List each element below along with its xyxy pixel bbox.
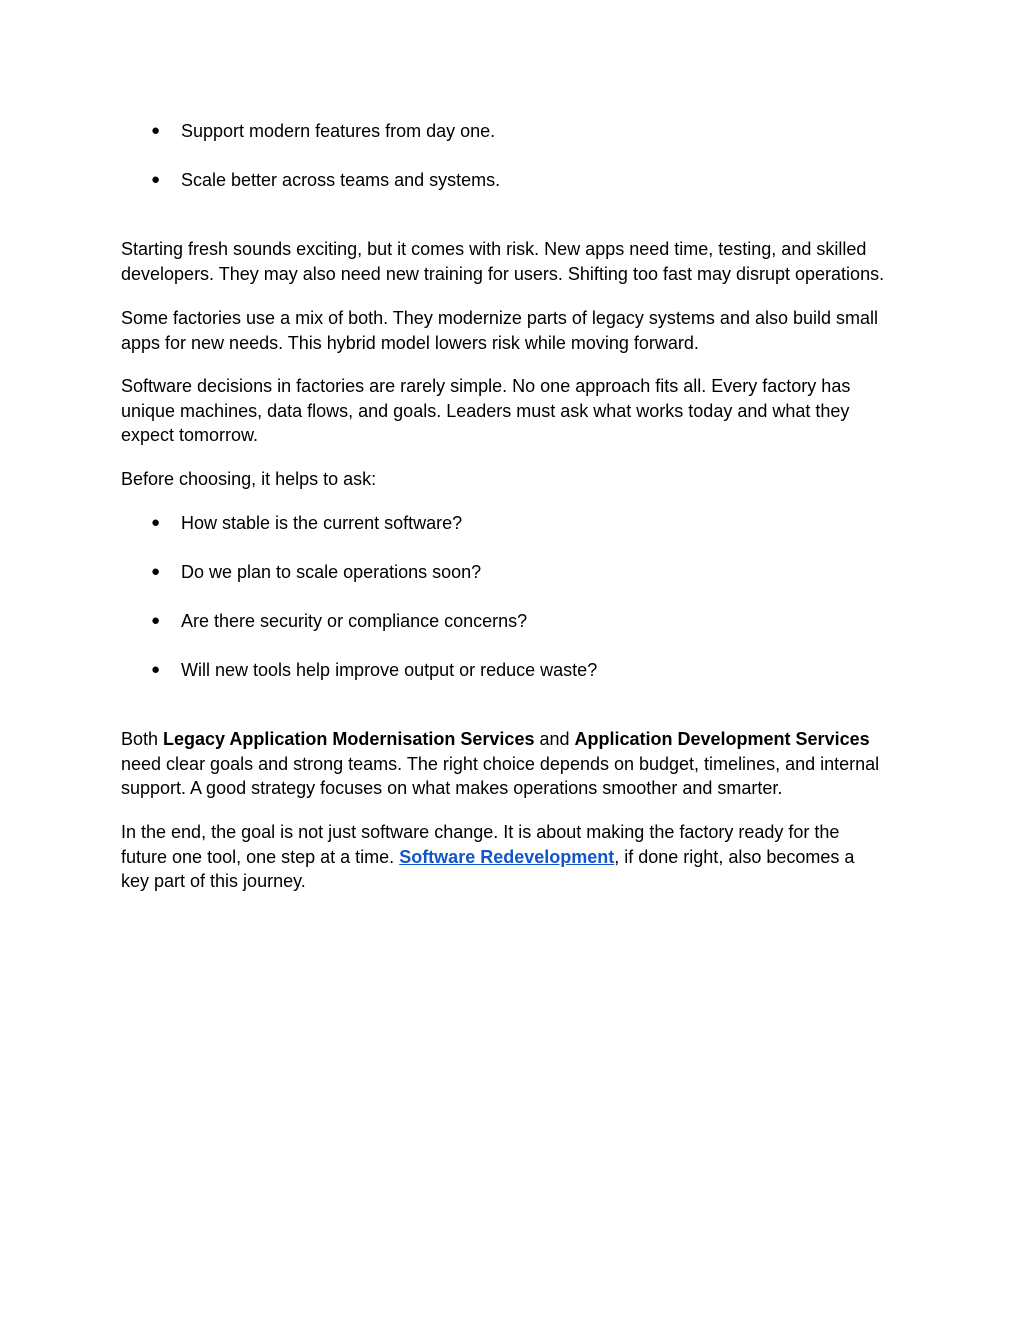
paragraph-line: expect tomorrow. xyxy=(121,425,259,445)
paragraph-line: Some factories use a mix of both. They modernize parts of legacy systems and also build small xyxy=(121,308,879,328)
paragraph-line: developers. They may also need new training for users. Shifting too fast may disrupt operations. xyxy=(121,263,885,284)
list-item-text: Are there security or compliance concerns? xyxy=(181,611,528,631)
paragraph-line: Software decisions in factories are rarely simple. No one approach fits all. Every factory has xyxy=(121,376,851,396)
list-item-text: Scale better across teams and systems. xyxy=(181,170,501,190)
bold-term-app-development: Application Development Services xyxy=(574,729,870,749)
paragraph-text: Both xyxy=(121,729,164,749)
list-item-text: How stable is the current software? xyxy=(181,513,463,533)
bold-term-legacy-modernisation: Legacy Application Modernisation Services xyxy=(163,729,535,749)
paragraph-text: , if done right, also becomes a xyxy=(614,846,855,867)
paragraph-line: support. A good strategy focuses on what makes operations smoother and smarter. xyxy=(121,778,783,798)
bullet-icon: ● xyxy=(151,563,161,580)
paragraph-line: unique machines, data flows, and goals. Leaders must ask what works today and what they xyxy=(121,400,850,421)
paragraph-conclusion xyxy=(121,820,911,894)
paragraph-text: future one tool, one step at a time. xyxy=(121,846,400,867)
software-redevelopment-link[interactable]: Software Redevelopment xyxy=(399,846,615,867)
paragraph-text: and xyxy=(534,729,575,749)
paragraph-line: Starting fresh sounds exciting, but it comes with risk. New apps need time, testing, and skilled xyxy=(121,239,867,259)
paragraph-hybrid xyxy=(121,306,911,355)
paragraph-services xyxy=(121,727,911,801)
bullet-icon: ● xyxy=(151,171,161,188)
paragraph-starting-fresh xyxy=(121,237,911,286)
paragraph-line: need clear goals and strong teams. The right choice depends on budget, timelines, and internal xyxy=(121,753,880,774)
paragraph-line: key part of this journey. xyxy=(121,871,306,891)
bullet-icon: ● xyxy=(151,661,161,678)
paragraph-before-choosing xyxy=(121,467,911,492)
paragraph-line: In the end, the goal is not just software change. It is about making the factory ready for the xyxy=(121,822,840,842)
bullet-icon: ● xyxy=(151,612,161,629)
list-item-text: Will new tools help improve output or reduce waste? xyxy=(181,660,598,680)
paragraph-decisions xyxy=(121,374,911,448)
paragraph-line: Before choosing, it helps to ask: xyxy=(121,469,377,489)
bullet-icon: ● xyxy=(151,122,161,139)
bullet-icon: ● xyxy=(151,514,161,531)
list-item-text: Do we plan to scale operations soon? xyxy=(181,562,482,582)
paragraph-line: apps for new needs. This hybrid model lowers risk while moving forward. xyxy=(121,332,699,353)
list-item-text: Support modern features from day one. xyxy=(181,121,496,141)
